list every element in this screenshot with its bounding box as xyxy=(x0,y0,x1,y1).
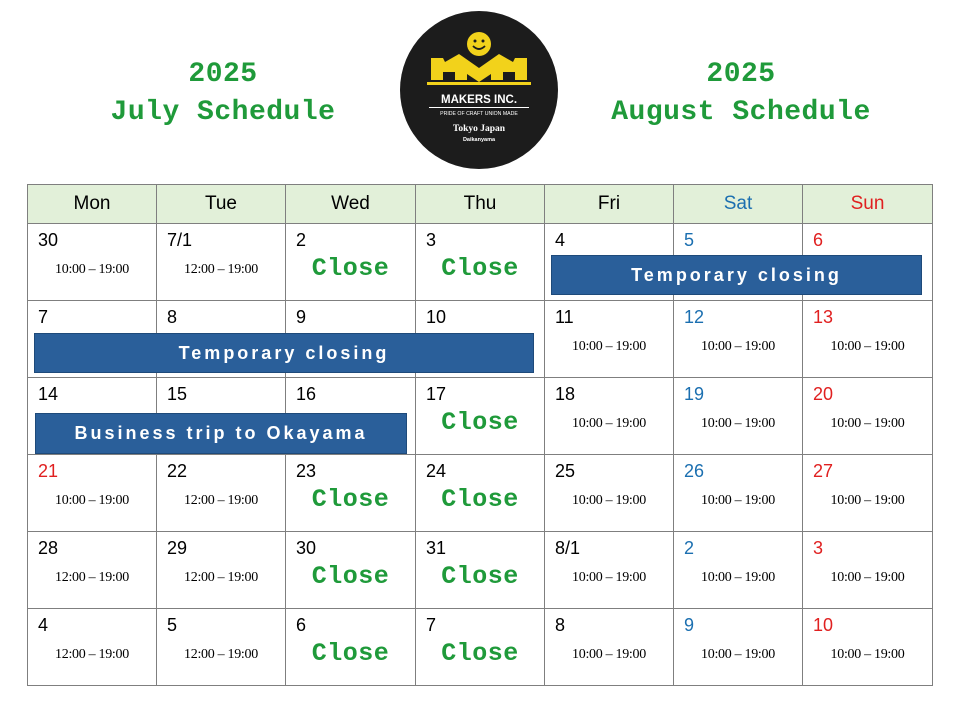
business-hours: 10:00 – 19:00 xyxy=(830,570,905,585)
day-number: 25 xyxy=(555,461,576,481)
day-number: 4 xyxy=(555,230,566,250)
week-row xyxy=(28,455,933,532)
business-hours: 10:00 – 19:00 xyxy=(701,416,775,431)
day-number: 10 xyxy=(813,615,834,635)
day-number: 7 xyxy=(38,307,49,327)
business-hours: 10:00 – 19:00 xyxy=(55,493,129,508)
temporary-closing-banner-aug-4-6: Temporary closing xyxy=(551,255,922,295)
day-cell xyxy=(157,455,286,532)
day-number: 30 xyxy=(38,230,59,250)
day-cell xyxy=(674,609,803,686)
day-cell xyxy=(803,378,933,455)
day-cell xyxy=(416,532,545,609)
day-number: 6 xyxy=(813,230,824,250)
day-cell xyxy=(674,301,803,378)
day-cell xyxy=(416,378,545,455)
july-title-text: July Schedule xyxy=(110,97,336,128)
day-cell xyxy=(286,224,416,301)
closed-label: Close xyxy=(311,562,390,591)
closed-label: Close xyxy=(311,485,390,514)
makers-inc-logo xyxy=(399,10,559,170)
business-hours: 12:00 – 19:00 xyxy=(184,647,258,662)
logo-graphic xyxy=(399,10,559,170)
day-number: 12 xyxy=(684,307,705,327)
day-number: 10 xyxy=(426,307,447,327)
day-cell xyxy=(803,609,933,686)
business-hours: 12:00 – 19:00 xyxy=(184,493,258,508)
day-cell xyxy=(545,609,674,686)
day-number: 2 xyxy=(296,230,307,250)
week-row xyxy=(28,532,933,609)
day-number: 24 xyxy=(426,461,447,481)
day-number: 29 xyxy=(167,538,188,558)
day-cell xyxy=(286,455,416,532)
week-row xyxy=(28,609,933,686)
day-number: 11 xyxy=(555,307,574,327)
day-number: 8 xyxy=(167,307,178,327)
day-cell xyxy=(803,301,933,378)
weekday-header-wed: Wed xyxy=(286,185,416,224)
day-cell xyxy=(157,532,286,609)
day-number: 9 xyxy=(296,307,307,327)
business-hours: 10:00 – 19:00 xyxy=(572,647,646,662)
business-hours: 10:00 – 19:00 xyxy=(701,647,775,662)
day-number: 7/1 xyxy=(167,230,193,250)
weekday-header-row xyxy=(28,185,933,224)
closed-label: Close xyxy=(441,408,519,437)
july-schedule-title xyxy=(73,56,373,132)
weekday-header-sun: Sun xyxy=(803,185,933,224)
logo-city: Tokyo Japan xyxy=(452,124,506,134)
day-number: 23 xyxy=(296,461,317,481)
business-hours: 10:00 – 19:00 xyxy=(572,339,646,354)
weekday-header-fri: Fri xyxy=(545,185,674,224)
day-number: 26 xyxy=(684,461,705,481)
day-number: 20 xyxy=(813,384,834,404)
business-hours: 10:00 – 19:00 xyxy=(701,493,775,508)
day-cell xyxy=(545,532,674,609)
logo-tagline: PRIDE OF CRAFT UNION MADE xyxy=(440,111,518,117)
august-title-text: August Schedule xyxy=(611,97,871,128)
day-cell xyxy=(416,609,545,686)
business-hours: 10:00 – 19:00 xyxy=(572,570,646,585)
day-number: 27 xyxy=(813,461,834,481)
business-hours: 10:00 – 19:00 xyxy=(830,647,905,662)
business-hours: 10:00 – 19:00 xyxy=(701,339,775,354)
business-hours: 12:00 – 19:00 xyxy=(55,647,129,662)
august-schedule-title xyxy=(591,56,891,132)
day-cell xyxy=(286,609,416,686)
closed-label: Close xyxy=(441,254,519,283)
day-number: 31 xyxy=(426,538,447,558)
day-number: 19 xyxy=(684,384,705,404)
closed-label: Close xyxy=(311,639,390,668)
day-number: 3 xyxy=(426,230,437,250)
day-cell xyxy=(803,455,933,532)
day-cell xyxy=(545,378,674,455)
business-hours: 10:00 – 19:00 xyxy=(572,416,646,431)
day-number: 3 xyxy=(813,538,824,558)
day-number: 2 xyxy=(684,538,695,558)
day-cell xyxy=(28,224,157,301)
closed-label: Close xyxy=(441,485,519,514)
closed-label: Close xyxy=(441,562,519,591)
day-cell xyxy=(28,609,157,686)
weekday-header-thu: Thu xyxy=(416,185,545,224)
day-number: 21 xyxy=(38,461,59,481)
business-hours: 12:00 – 19:00 xyxy=(184,570,258,585)
day-cell xyxy=(674,455,803,532)
day-number: 5 xyxy=(684,230,695,250)
day-number: 17 xyxy=(426,384,447,404)
closed-label: Close xyxy=(441,639,519,668)
august-year: 2025 xyxy=(706,59,776,90)
day-number: 22 xyxy=(167,461,188,481)
day-cell xyxy=(416,224,545,301)
day-cell xyxy=(28,455,157,532)
business-hours: 10:00 – 19:00 xyxy=(572,493,646,508)
day-number: 13 xyxy=(813,307,834,327)
day-cell xyxy=(803,532,933,609)
day-cell xyxy=(157,609,286,686)
logo-brand: MAKERS INC. xyxy=(440,94,518,106)
day-number: 6 xyxy=(296,615,307,635)
day-number: 9 xyxy=(684,615,695,635)
day-number: 30 xyxy=(296,538,317,558)
day-cell xyxy=(545,455,674,532)
day-number: 8/1 xyxy=(555,538,581,558)
day-number: 5 xyxy=(167,615,178,635)
day-cell xyxy=(674,532,803,609)
day-cell xyxy=(157,224,286,301)
day-cell xyxy=(416,455,545,532)
business-hours: 10:00 – 19:00 xyxy=(830,416,905,431)
business-hours: 12:00 – 19:00 xyxy=(55,570,129,585)
weekday-header-sat: Sat xyxy=(674,185,803,224)
day-cell xyxy=(286,532,416,609)
day-cell xyxy=(674,378,803,455)
smiley-icon xyxy=(467,32,491,56)
july-year: 2025 xyxy=(188,59,258,90)
day-number: 8 xyxy=(555,615,566,635)
day-cell xyxy=(28,532,157,609)
day-number: 18 xyxy=(555,384,576,404)
business-hours: 12:00 – 19:00 xyxy=(184,262,258,277)
weekday-header-tue: Tue xyxy=(157,185,286,224)
day-number: 15 xyxy=(167,384,188,404)
business-hours: 10:00 – 19:00 xyxy=(830,493,905,508)
day-number: 16 xyxy=(296,384,317,404)
business-hours: 10:00 – 19:00 xyxy=(701,570,775,585)
day-cell xyxy=(545,301,674,378)
closed-label: Close xyxy=(311,254,390,283)
weekday-header-mon: Mon xyxy=(28,185,157,224)
business-hours: 10:00 – 19:00 xyxy=(830,339,905,354)
day-number: 4 xyxy=(38,615,49,635)
day-number: 7 xyxy=(426,615,437,635)
day-number: 14 xyxy=(38,384,59,404)
temporary-closing-banner-jul-7-10: Temporary closing xyxy=(34,333,534,373)
business-hours: 10:00 – 19:00 xyxy=(55,262,129,277)
business-trip-banner: Business trip to Okayama xyxy=(35,413,407,454)
logo-district: Daikanyama xyxy=(462,137,496,143)
day-number: 28 xyxy=(38,538,59,558)
